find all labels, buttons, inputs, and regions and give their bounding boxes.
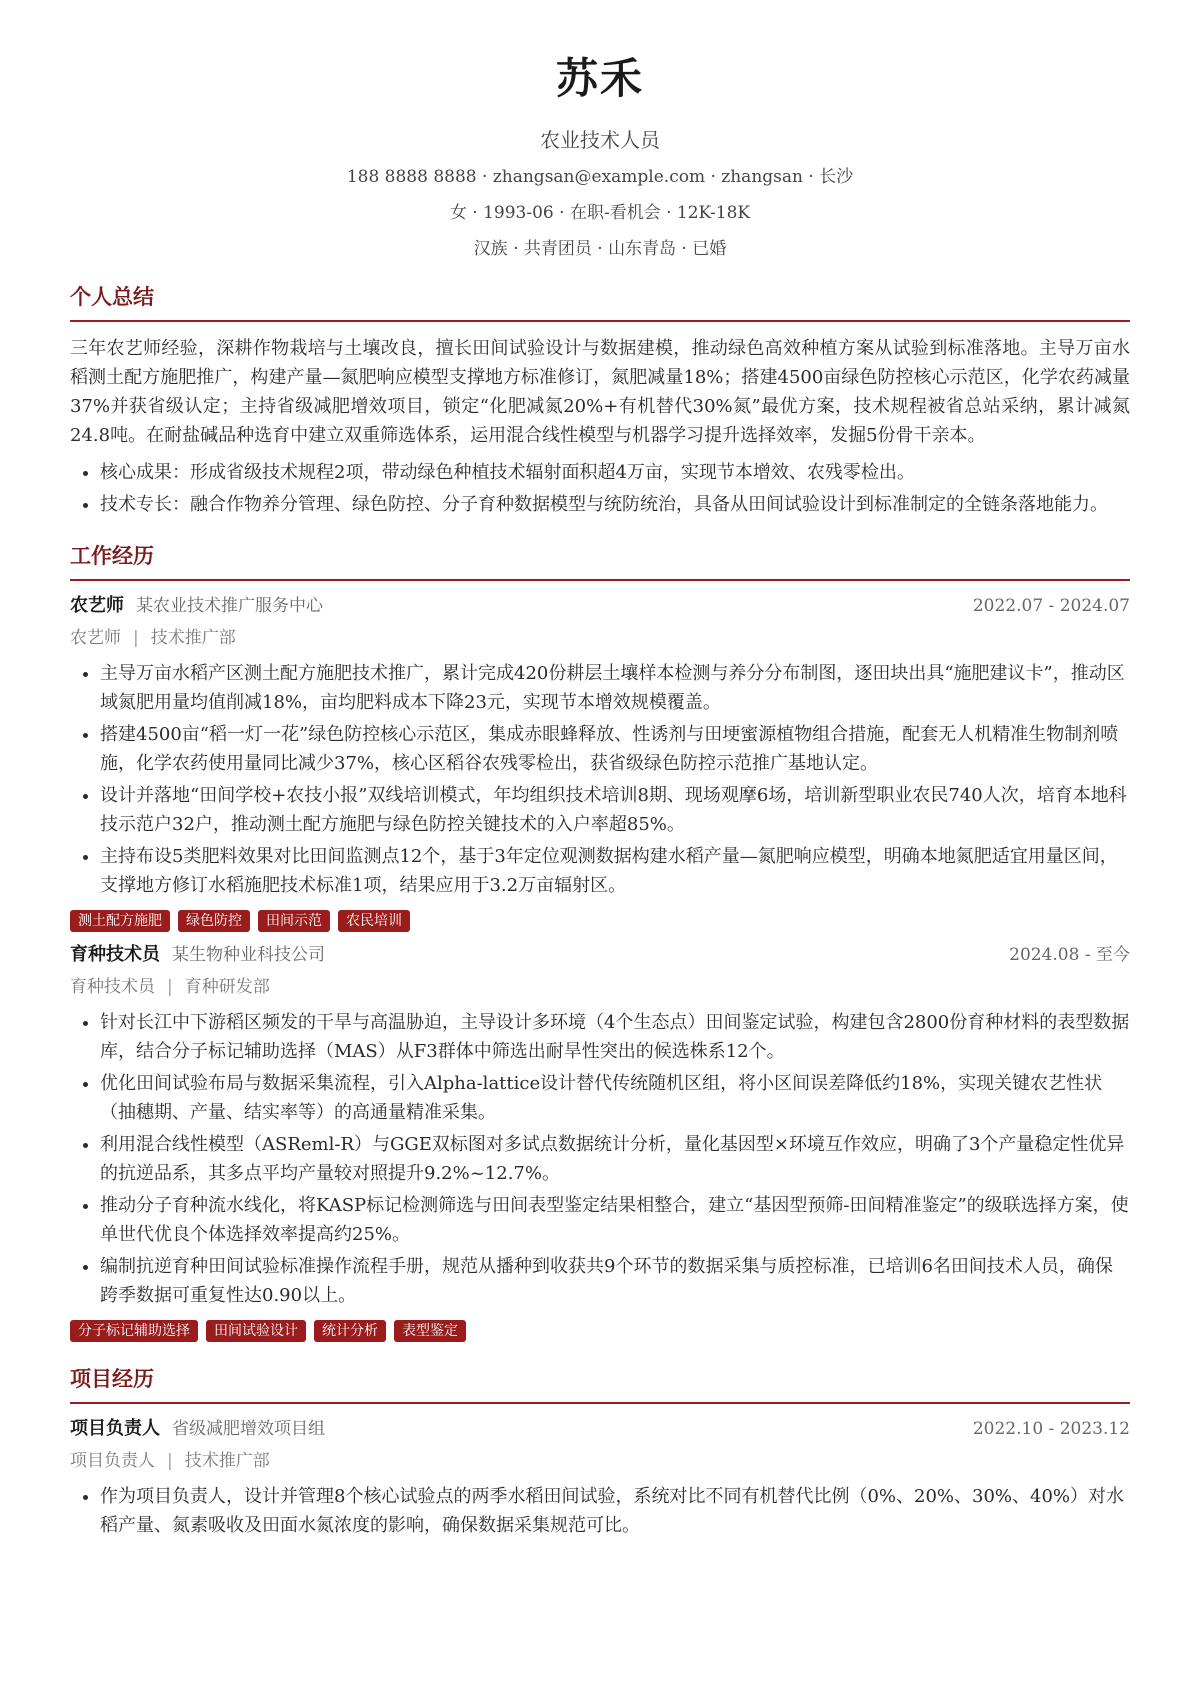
resume-header bbox=[70, 0, 1130, 260]
job-bullet: • 针对长江中下游稻区频发的干旱与高温胁迫，主导设计多环境（4个生态点）田间鉴定试验，构建包含2800份育种材料的表型数据库，结合分子标记辅助选择（MAS）从F3群体中筛选出耐旱性突出的候选株系12个。 bbox=[100, 1008, 1130, 1066]
job-bullets bbox=[70, 659, 1130, 900]
job-date: 2024.08 - 至今 bbox=[1009, 945, 1130, 965]
skill-tag: 分子标记辅助选择 bbox=[70, 1320, 198, 1342]
skill-tag: 测土配方施肥 bbox=[70, 910, 170, 932]
summary-section bbox=[70, 284, 1130, 519]
job-sub-row bbox=[70, 625, 1130, 651]
job-entry bbox=[70, 593, 1130, 932]
job-sub-role: 农艺师 bbox=[70, 628, 121, 648]
skill-tag: 统计分析 bbox=[314, 1320, 386, 1342]
project-department: 技术推广部 bbox=[184, 1451, 270, 1471]
projects-section bbox=[70, 1366, 1130, 1540]
contact-line: 188 8888 8888 · zhangsan@example.com · zhangsan · 长沙 bbox=[346, 167, 854, 187]
basic-info-line: 女 · 1993-06 · 在职-看机会 · 12K-18K bbox=[449, 203, 751, 223]
job-company: 某农业技术推广服务中心 bbox=[136, 596, 323, 616]
project-role: 项目负责人 bbox=[70, 1418, 160, 1439]
job-bullet: • 推动分子育种流水线化，将KASP标记检测筛选与田间表型鉴定结果相整合，建立“基因型预筛-田间精准鉴定”的级联选择方案，使单世代优良个体选择效率提高约25%。 bbox=[100, 1191, 1130, 1249]
project-bullets bbox=[70, 1482, 1130, 1540]
summary-bullets bbox=[70, 458, 1130, 519]
project-date: 2022.10 - 2023.12 bbox=[972, 1419, 1130, 1439]
separator: | bbox=[133, 628, 139, 648]
job-company: 某生物种业科技公司 bbox=[172, 945, 325, 965]
extra-info-line: 汉族 · 共青团员 · 山东青岛 · 已婚 bbox=[473, 239, 727, 259]
skill-tags bbox=[70, 910, 1130, 932]
job-role: 育种技术员 bbox=[70, 944, 160, 965]
job-bullet: • 利用混合线性模型（ASReml-R）与GGE双标图对多试点数据统计分析，量化基因型×环境互作效应，明确了3个产量稳定性优异的抗逆品系，其多点平均产量较对照提升9.2%~12.7%。 bbox=[100, 1130, 1130, 1188]
job-bullet: • 设计并落地“田间学校+农技小报”双线培训模式，年均组织技术培训8期、现场观摩6场，培训新型职业农民740人次，培育本地科技示范户32户，推动测土配方施肥与绿色防控关键技术的入户率超85%。 bbox=[100, 781, 1130, 839]
job-bullet: • 主持布设5类肥料效果对比田间监测点12个，基于3年定位观测数据构建水稻产量—氮肥响应模型，明确本地氮肥适宜用量区间，支撑地方修订水稻施肥技术标准1项，结果应用于3.2万亩辐射区。 bbox=[100, 842, 1130, 900]
job-header-row bbox=[70, 593, 1130, 619]
skill-tag: 绿色防控 bbox=[178, 910, 250, 932]
project-sub-role: 项目负责人 bbox=[70, 1451, 155, 1471]
job-bullet: • 搭建4500亩“稻一灯一花”绿色防控核心示范区，集成赤眼蜂释放、性诱剂与田埂蜜源植物组合措施，配套无人机精准生物制剂喷施，化学农药使用量同比减少37%，核心区稻谷农残零检出，获省级绿色防控示范推广基地认定。 bbox=[100, 720, 1130, 778]
project-bullet: • 作为项目负责人，设计并管理8个核心试验点的两季水稻田间试验，系统对比不同有机替代比例（0%、20%、30%、40%）对水稻产量、氮素吸收及田面水氮浓度的影响，确保数据采集规范可比。 bbox=[100, 1482, 1130, 1540]
job-department: 育种研发部 bbox=[184, 977, 270, 997]
separator: | bbox=[167, 1451, 173, 1471]
job-entry bbox=[70, 942, 1130, 1342]
project-org: 省级减肥增效项目组 bbox=[172, 1419, 325, 1439]
job-bullet: • 主导万亩水稻产区测土配方施肥技术推广，累计完成420份耕层土壤样本检测与养分分布制图，逐田块出具“施肥建议卡”，推动区域氮肥用量均值削减18%，亩均肥料成本下降23元，实现节本增效规模覆盖。 bbox=[100, 659, 1130, 717]
job-sub-row bbox=[70, 974, 1130, 1000]
projects-heading: 项目经历 bbox=[70, 1366, 1130, 1404]
skill-tags bbox=[70, 1320, 1130, 1342]
skill-tag: 农民培训 bbox=[338, 910, 410, 932]
separator: | bbox=[167, 977, 173, 997]
job-title: 农业技术人员 bbox=[540, 128, 660, 152]
project-sub-row bbox=[70, 1448, 1130, 1474]
job-date: 2022.07 - 2024.07 bbox=[972, 596, 1130, 616]
job-sub-role: 育种技术员 bbox=[70, 977, 155, 997]
job-bullet: • 编制抗逆育种田间试验标准操作流程手册，规范从播种到收获共9个环节的数据采集与质控标准，已培训6名田间技术人员，确保跨季数据可重复性达0.90以上。 bbox=[100, 1252, 1130, 1310]
summary-paragraph: 三年农艺师经验，深耕作物栽培与土壤改良，擅长田间试验设计与数据建模，推动绿色高效种植方案从试验到标准落地。主导万亩水稻测土配方施肥推广，构建产量—氮肥响应模型支撑地方标准修订，氮肥减量18%；搭建4500亩绿色防控核心示范区，化学农药减量37%并获省级认定；主持省级减肥增效项目，锁定“化肥减氮20%+有机替代30%氮”最优方案，技术规程被省总站采纳，累计减氮24.8吨。在耐盐碱品种选育中建立双重筛选体系，运用混合线性模型与机器学习提升选择效率，发掘5份骨干亲本。 bbox=[70, 338, 1130, 446]
project-entry bbox=[70, 1416, 1130, 1540]
candidate-name: 苏禾 bbox=[555, 54, 644, 103]
work-heading: 工作经历 bbox=[70, 543, 1130, 581]
job-header-row bbox=[70, 942, 1130, 968]
skill-tag: 田间示范 bbox=[258, 910, 330, 932]
project-header-row bbox=[70, 1416, 1130, 1442]
job-department: 技术推广部 bbox=[150, 628, 236, 648]
job-bullet: • 优化田间试验布局与数据采集流程，引入Alpha-lattice设计替代传统随机区组，将小区间误差降低约18%，实现关键农艺性状（抽穗期、产量、结实率等）的高通量精准采集。 bbox=[100, 1069, 1130, 1127]
work-section bbox=[70, 543, 1130, 1342]
summary-bullet: • 核心成果：形成省级技术规程2项，带动绿色种植技术辐射面积超4万亩，实现节本增效、农残零检出。 bbox=[100, 458, 1130, 487]
summary-bullet: • 技术专长：融合作物养分管理、绿色防控、分子育种数据模型与统防统治，具备从田间试验设计到标准制定的全链条落地能力。 bbox=[100, 490, 1130, 519]
skill-tag: 田间试验设计 bbox=[206, 1320, 306, 1342]
summary-heading: 个人总结 bbox=[70, 284, 1130, 322]
skill-tag: 表型鉴定 bbox=[394, 1320, 466, 1342]
job-role: 农艺师 bbox=[70, 595, 124, 616]
job-bullets bbox=[70, 1008, 1130, 1310]
